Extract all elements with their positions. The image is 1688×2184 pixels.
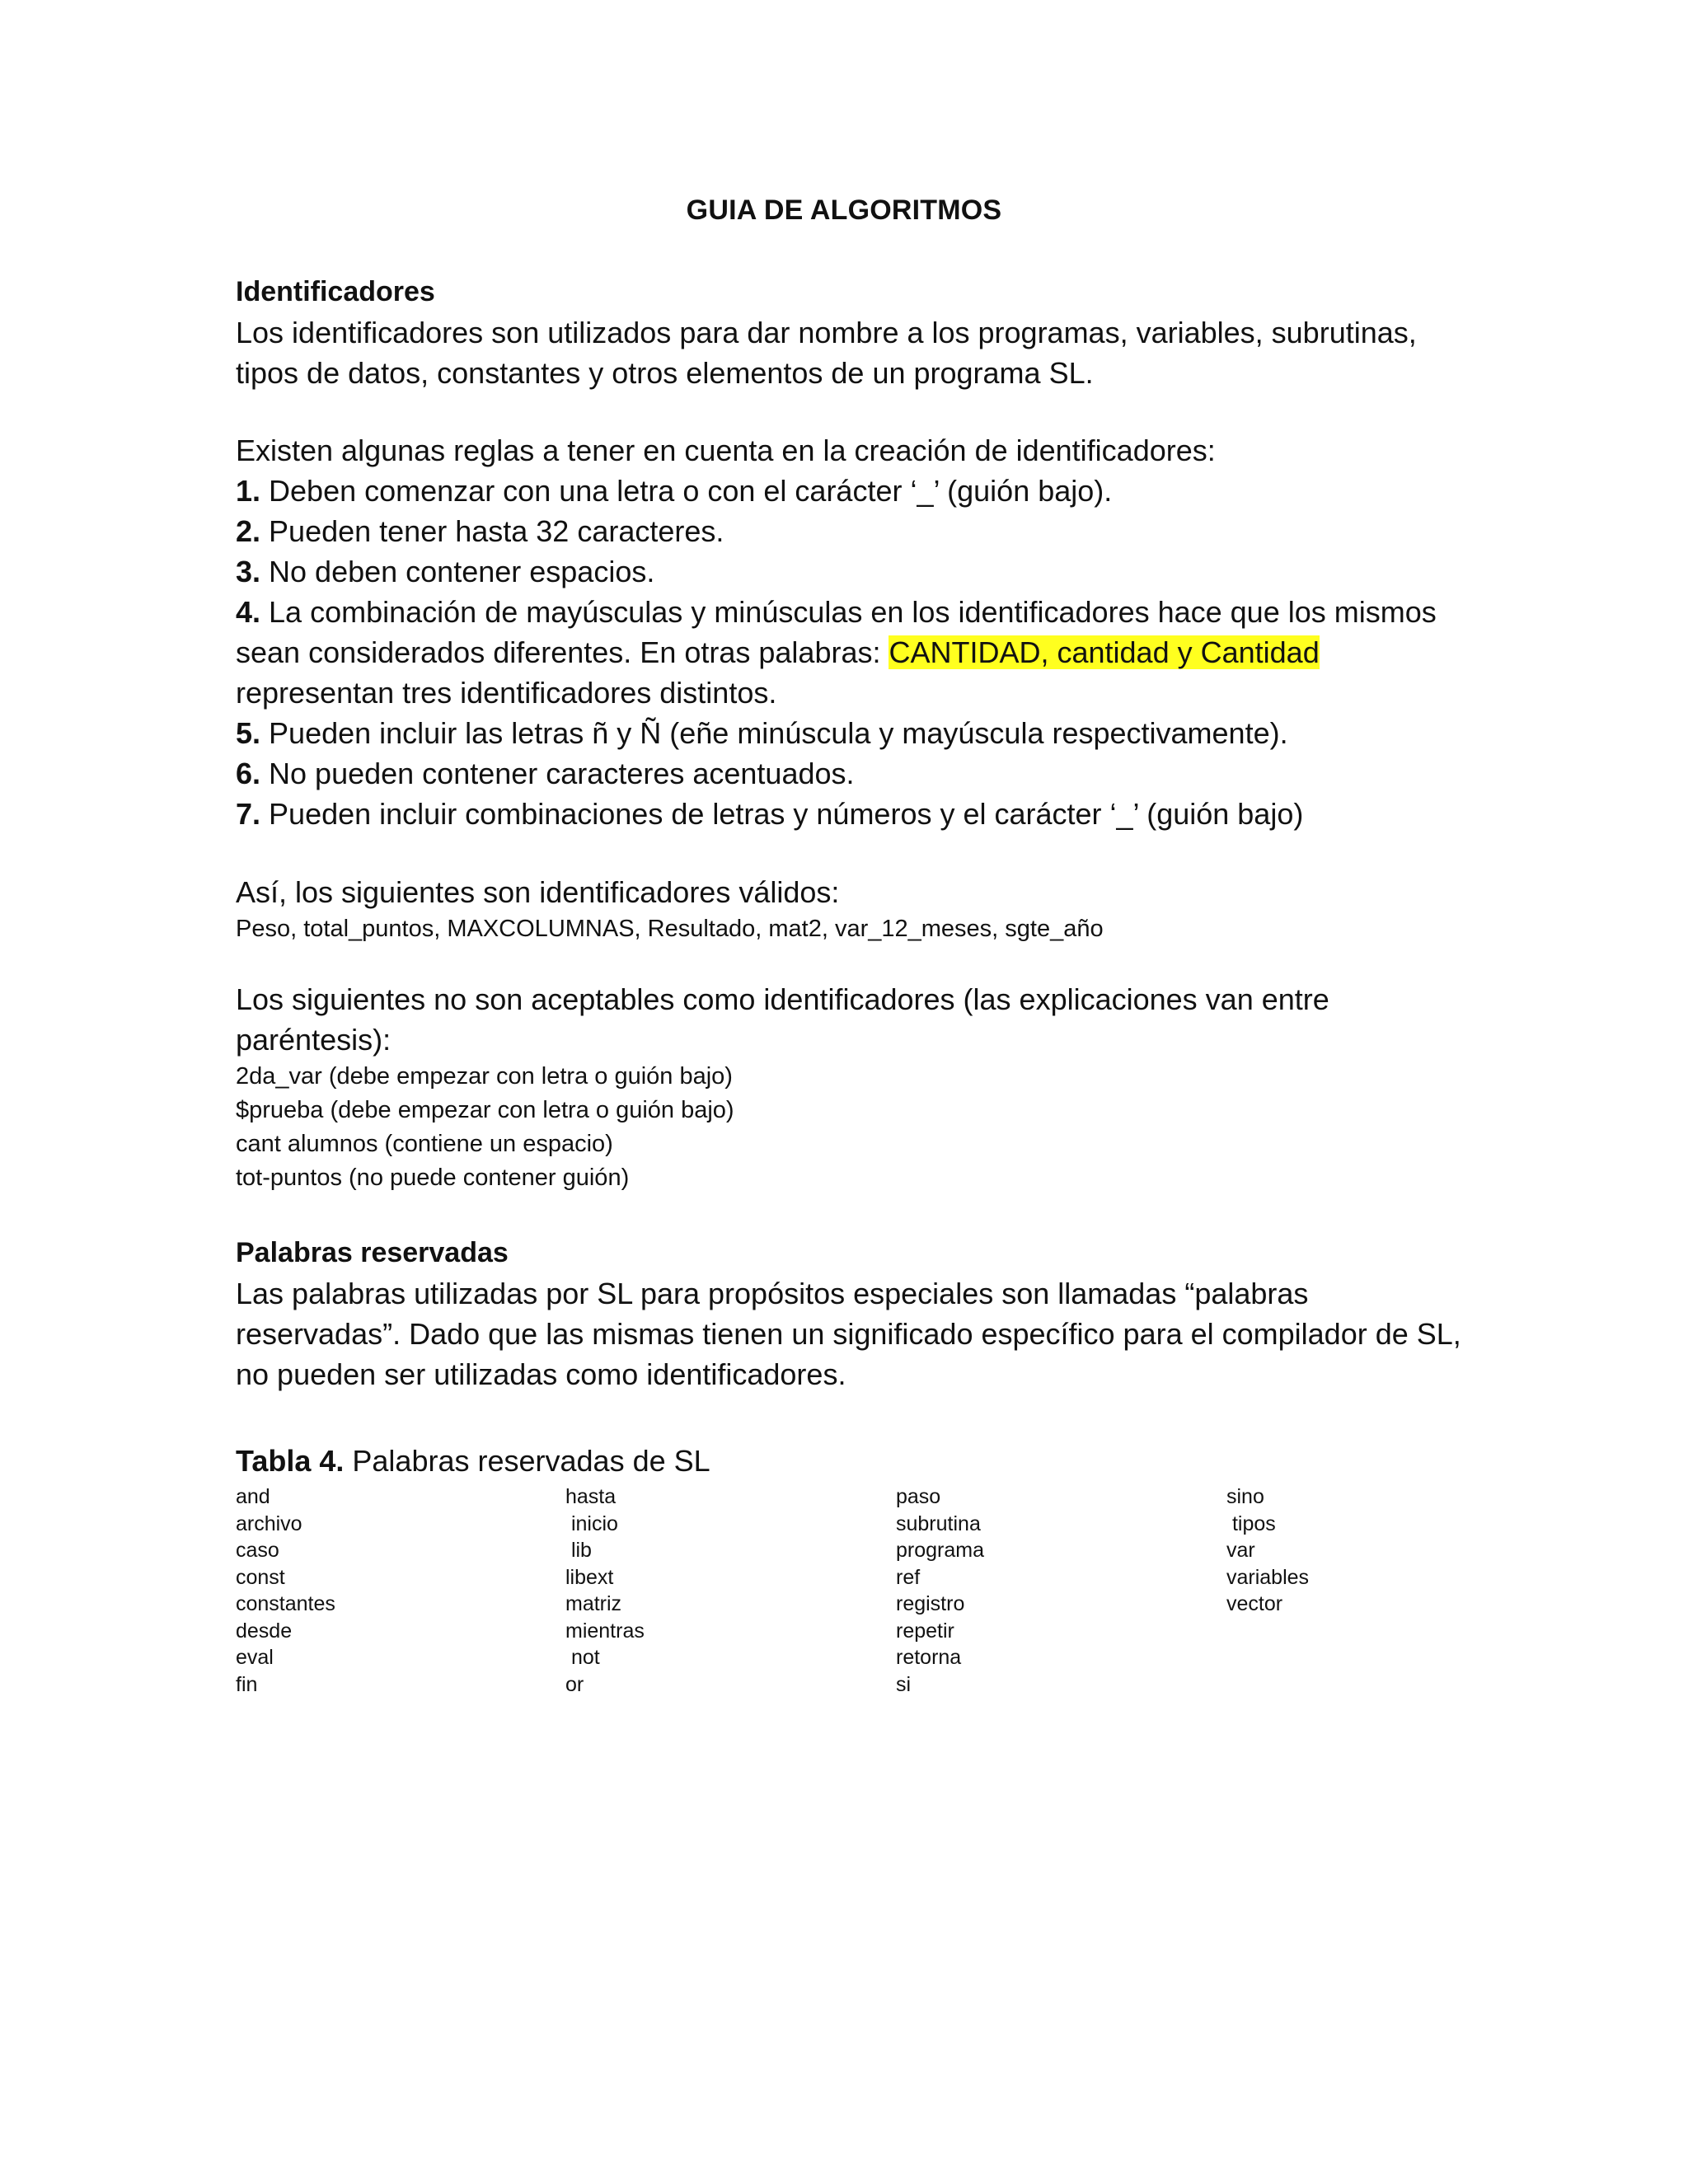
invalid-section: [236, 979, 1472, 1195]
rule-item: 1. Deben comenzar con una letra o con el carácter ‘_’ (guión bajo).: [236, 474, 1113, 508]
highlighted-example: CANTIDAD, cantidad y Cantidad: [889, 635, 1320, 669]
keyword: matriz: [565, 1592, 622, 1615]
keyword: subrutina: [896, 1511, 981, 1535]
identificadores-section: [236, 272, 1472, 393]
keyword: si: [896, 1672, 912, 1696]
keyword: sino: [1226, 1485, 1264, 1508]
rules-intro: Existen algunas reglas a tener en cuenta en la creación de identificadores:: [236, 434, 1216, 467]
keyword: lib: [565, 1539, 592, 1562]
rule-item: 4. La combinación de mayúsculas y minúsculas en los identificadores hace que los mismos sean considerados diferentes. En otras palabras: CANTIDAD, cantidad y Cantidad representan tres identificadores distintos.: [236, 595, 1437, 710]
keyword: caso: [236, 1539, 279, 1562]
invalid-example: cant alumnos (contiene un espacio): [236, 1131, 613, 1157]
keyword: libext: [565, 1565, 614, 1589]
invalid-example: 2da_var (debe empezar con letra o guión bajo): [236, 1063, 733, 1090]
rule-item: 2. Pueden tener hasta 32 caracteres.: [236, 514, 724, 548]
table-caption: [236, 1441, 710, 1481]
keyword: and: [236, 1485, 270, 1508]
palabras-reservadas-intro: Las palabras utilizadas por SL para propósitos especiales son llamadas “palabras reservadas”. Dado que las mismas tienen un significado específico para el compilador de SL, no pueden ser utilizadas como identificadores.: [236, 1277, 1461, 1391]
identificadores-heading: Identificadores: [236, 276, 435, 307]
keyword: variables: [1226, 1565, 1310, 1589]
table-caption-label: Tabla 4.: [236, 1444, 345, 1478]
keyword-column-2: [565, 1483, 645, 1698]
keyword: programa: [896, 1539, 984, 1562]
identificadores-intro: Los identificadores son utilizados para dar nombre a los programas, variables, subrutinas, tipos de datos, constantes y otros elementos de un programa SL.: [236, 316, 1417, 390]
invalid-intro: Los siguientes no son aceptables como identificadores (las explicaciones van entre paréntesis):: [236, 982, 1329, 1057]
keyword: not: [565, 1646, 600, 1669]
keyword-column-1: [236, 1483, 335, 1698]
keyword: inicio: [565, 1511, 618, 1535]
keyword: or: [565, 1672, 584, 1696]
keyword: ref: [896, 1565, 921, 1589]
keyword: eval: [236, 1646, 274, 1669]
rule-item: 5. Pueden incluir las letras ñ y Ñ (eñe minúscula y mayúscula respectivamente).: [236, 716, 1288, 750]
keyword: desde: [236, 1619, 293, 1643]
rules-section: [236, 430, 1472, 834]
rule-item: 6. No pueden contener caracteres acentuados.: [236, 757, 855, 790]
valid-examples: Peso, total_puntos, MAXCOLUMNAS, Resultado, mat2, var_12_meses, sgte_año: [236, 916, 1104, 942]
keyword: tipos: [1226, 1511, 1276, 1535]
keyword: repetir: [896, 1619, 954, 1643]
keyword: var: [1226, 1539, 1255, 1562]
keyword: fin: [236, 1672, 258, 1696]
keyword: mientras: [565, 1619, 645, 1643]
palabras-reservadas-heading: Palabras reservadas: [236, 1237, 509, 1268]
keyword-column-3: [896, 1483, 984, 1698]
keyword: vector: [1226, 1592, 1283, 1615]
table-caption-text: Palabras reservadas de SL: [344, 1444, 710, 1478]
keyword: hasta: [565, 1485, 617, 1508]
keyword: const: [236, 1565, 285, 1589]
page-title: GUIA DE ALGORITMOS: [686, 194, 1002, 226]
rule-item: 3. No deben contener espacios.: [236, 555, 655, 588]
valid-intro: Así, los siguientes son identificadores válidos:: [236, 875, 840, 909]
keyword: constantes: [236, 1592, 335, 1615]
keyword: retorna: [896, 1646, 962, 1669]
keyword-column-4: [1226, 1483, 1309, 1618]
valid-section: [236, 872, 1472, 946]
keyword: archivo: [236, 1511, 302, 1535]
invalid-example: $prueba (debe empezar con letra o guión bajo): [236, 1097, 734, 1123]
invalid-example: tot-puntos (no puede contener guión): [236, 1165, 630, 1191]
keyword: registro: [896, 1592, 965, 1615]
rule-item: 7. Pueden incluir combinaciones de letras y números y el carácter ‘_’ (guión bajo): [236, 797, 1304, 831]
palabras-reservadas-section: [236, 1233, 1472, 1394]
keyword: paso: [896, 1485, 941, 1508]
